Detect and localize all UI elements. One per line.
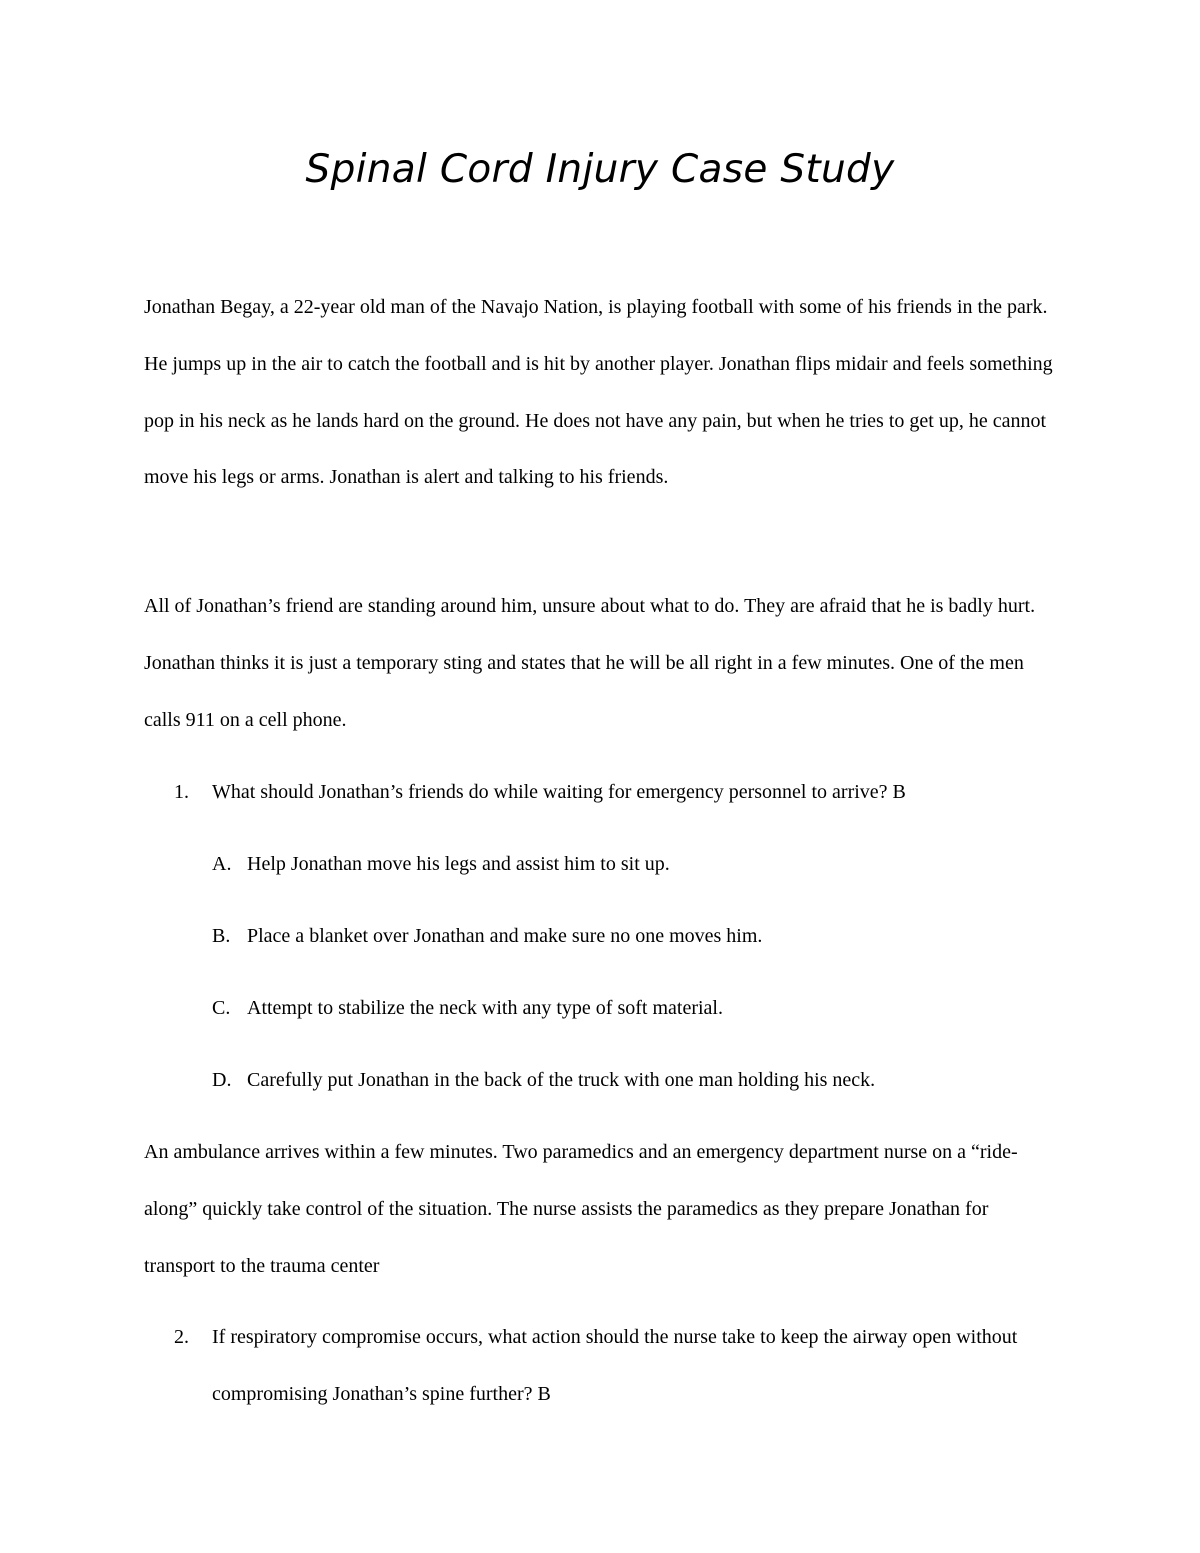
question-1-text: What should Jonathan’s friends do while waiting for emergency personnel to arrive? B xyxy=(212,781,906,803)
option-d-text: Carefully put Jonathan in the back of the truck with one man holding his neck. xyxy=(247,1069,876,1091)
option-b-text: Place a blanket over Jonathan and make sure no one moves him. xyxy=(247,925,763,947)
paragraph-friends: All of Jonathan’s friend are standing around him, unsure about what to do. They are afraid that he is badly hurt. Jonathan thinks it is just a temporary sting and states that he will be all right in a few minutes. One of the men calls 911 on a cell phone. xyxy=(144,595,1036,731)
paragraph-ambulance: An ambulance arrives within a few minutes. Two paramedics and an emergency department nurse on a “ride-along” quickly take control of the situation. The nurse assists the paramedics as they prepare Jonathan for transport to the trauma center xyxy=(144,1141,1018,1277)
option-d-letter: D. xyxy=(212,1069,232,1091)
option-a-letter: A. xyxy=(212,853,232,875)
question-1-option-b xyxy=(212,918,1072,954)
question-1-number: 1. xyxy=(174,781,189,803)
question-1 xyxy=(174,764,1064,821)
document-title: Spinal Cord Injury Case Study xyxy=(305,147,895,192)
option-c-letter: C. xyxy=(212,997,231,1019)
question-1-option-a xyxy=(212,846,1072,882)
question-2-text: If respiratory compromise occurs, what action should the nurse take to keep the airway open without compromising Jonathan’s spine further? B xyxy=(212,1326,1018,1405)
question-2-number: 2. xyxy=(174,1326,189,1348)
question-1-option-c xyxy=(212,990,1072,1026)
option-a-text: Help Jonathan move his legs and assist him to sit up. xyxy=(247,853,670,875)
option-b-letter: B. xyxy=(212,925,231,947)
question-1-option-d xyxy=(212,1062,1072,1098)
option-c-text: Attempt to stabilize the neck with any type of soft material. xyxy=(247,997,723,1019)
question-2 xyxy=(174,1309,1064,1423)
paragraph-incident: Jonathan Begay, a 22-year old man of the Navajo Nation, is playing football with some of his friends in the park. He jumps up in the air to catch the football and is hit by another player. Jonathan flips midair and feels something pop in his neck as he lands hard on the ground. He does not have any pain, but when he tries to get up, he cannot move his legs or arms. Jonathan is alert and talking to his friends. xyxy=(144,296,1053,489)
